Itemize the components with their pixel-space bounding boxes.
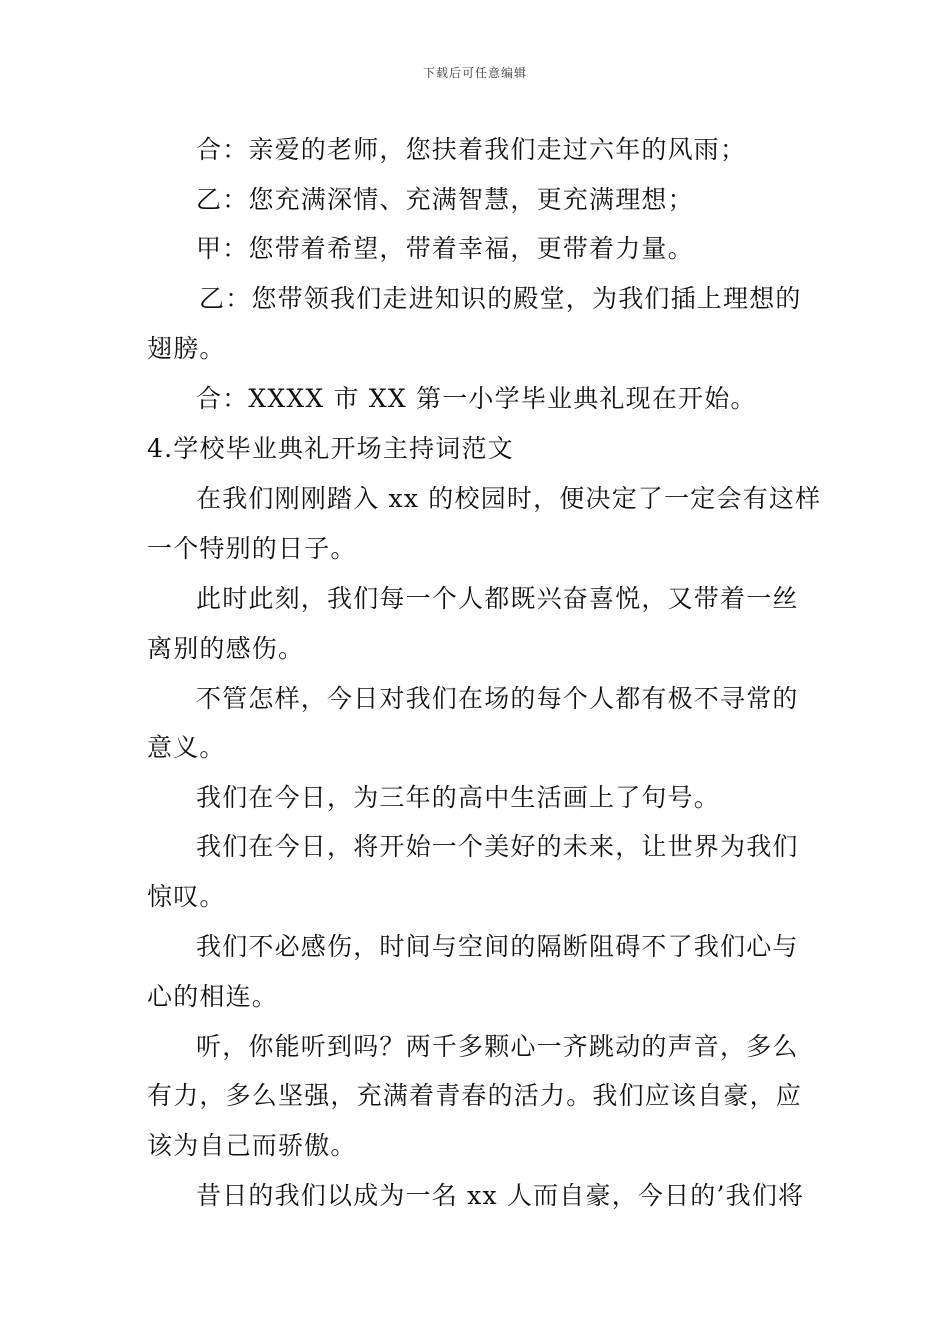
- paragraph-line: 此时此刻，我们每一个人都既兴奋喜悦，又带着一丝: [196, 584, 799, 613]
- section-heading: 4.学校毕业典礼开场主持词范文: [147, 434, 514, 463]
- paragraph-line: 我们在今日，为三年的高中生活画上了句号。: [196, 783, 721, 812]
- paragraph-line: 惊叹。: [147, 882, 226, 911]
- paragraph-line: 甲：您带着希望，带着幸福，更带着力量。: [196, 234, 694, 263]
- paragraph-line: 我们在今日，将开始一个美好的未来，让世界为我们: [196, 832, 799, 861]
- paragraph-line: 在我们刚刚踏入 xx 的校园时，便决定了一定会有这样: [196, 484, 822, 513]
- paragraph-line: 昔日的我们以成为一名 xx 人而自豪，今日的’我们将: [196, 1181, 805, 1210]
- header-note: 下载后可任意编辑: [422, 66, 527, 80]
- paragraph-line: 不管怎样，今日对我们在场的每个人都有极不寻常的: [196, 684, 799, 713]
- paragraph-line: 听，你能听到吗？两千多颗心一齐跳动的声音，多么: [196, 1032, 799, 1061]
- paragraph-line: 意义。: [147, 733, 226, 762]
- paragraph-line: 翅膀。: [147, 334, 226, 363]
- paragraph-line: 一个特别的日子。: [147, 534, 357, 563]
- paragraph-line: 合：XXXX 市 XX 第一小学毕业典礼现在开始。: [196, 384, 757, 413]
- paragraph-line: 乙：您充满深情、充满智慧，更充满理想；: [196, 185, 694, 214]
- paragraph-line: 离别的感伤。: [147, 634, 305, 663]
- paragraph-line: 该为自己而骄傲。: [147, 1131, 357, 1160]
- paragraph-line: 我们不必感伤，时间与空间的隔断阻碍不了我们心与: [196, 932, 799, 961]
- paragraph-line: 乙：您带领我们走进知识的殿堂，为我们插上理想的: [199, 284, 802, 313]
- paragraph-line: 心的相连。: [147, 982, 279, 1011]
- paragraph-line: 有力，多么坚强，充满着青春的活力。我们应该自豪，应: [147, 1081, 803, 1110]
- paragraph-line: 合：亲爱的老师，您扶着我们走过六年的风雨；: [196, 135, 747, 164]
